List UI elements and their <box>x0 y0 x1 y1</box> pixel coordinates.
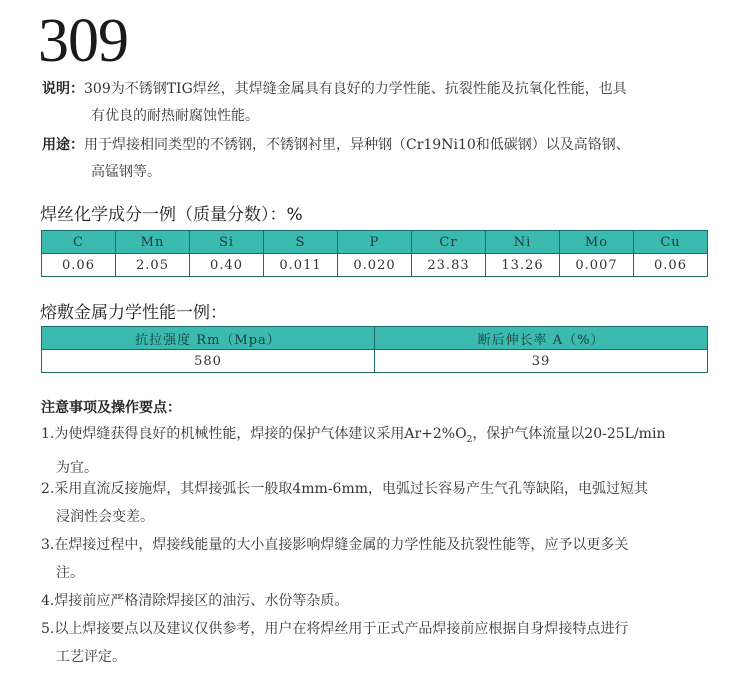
chem-value-cell: 0.011 <box>264 254 338 277</box>
usage-block <box>42 132 732 186</box>
note-item <box>41 531 731 587</box>
mech-value-cell: 39 <box>375 350 708 373</box>
description-line-1: 309为不锈钢TIG焊丝，其焊缝金属具有良好的力学性能、抗裂性能及抗氧化性能，也具 <box>84 81 627 97</box>
chem-header-row <box>42 231 708 254</box>
mech-header-row <box>42 327 708 350</box>
chem-value-cell: 13.26 <box>486 254 560 277</box>
note-item <box>41 615 731 671</box>
notes-title: 注意事项及操作要点： <box>41 400 181 416</box>
mech-value-cell: 580 <box>42 350 375 373</box>
chem-value-row <box>42 254 708 277</box>
chem-header-cell: P <box>338 231 412 254</box>
note-line: 5.以上焊接要点以及建议仅供参考，用户在将焊丝用于正式产品焊接前应根据自身焊接特点进行 <box>41 621 629 637</box>
chem-header-cell: S <box>264 231 338 254</box>
chem-header-cell: Si <box>190 231 264 254</box>
mech-section-title: 熔敷金属力学性能一例： <box>40 303 227 323</box>
note-line: 3.在焊接过程中，焊接线能量的大小直接影响焊缝金属的力学性能及抗裂性能等，应予以更多关 <box>41 537 629 553</box>
note-subscript: 2 <box>466 434 473 445</box>
mech-properties-table <box>41 326 708 373</box>
chem-value-cell: 0.007 <box>560 254 634 277</box>
chem-section-title: 焊丝化学成分一例（质量分数）：% <box>40 205 303 225</box>
chem-header-cell: Mo <box>560 231 634 254</box>
note-continuation: 工艺评定。 <box>56 649 126 665</box>
note-line: 4.焊接前应严格清除焊接区的油污、水份等杂质。 <box>41 593 349 609</box>
usage-line-1: 用于焊接相同类型的不锈钢，不锈钢衬里，异种钢（Cr19Ni10和低碳钢）以及高铬钢、 <box>84 137 630 153</box>
note-line: ，保护气体流量以20-25L/min <box>472 426 666 442</box>
note-item <box>41 420 731 482</box>
chem-value-cell: 0.06 <box>42 254 116 277</box>
chem-header-cell: Cr <box>412 231 486 254</box>
description-block <box>42 76 732 130</box>
usage-line-2: 高锰钢等。 <box>91 164 161 180</box>
note-line: 1.为使焊缝获得良好的机械性能，焊接的保护气体建议采用Ar+2%O <box>41 426 467 442</box>
chem-value-cell: 2.05 <box>116 254 190 277</box>
mech-header-cell: 断后伸长率 A（%） <box>375 327 708 350</box>
note-continuation: 为宜。 <box>56 459 98 476</box>
note-line: 2.采用直流反接施焊，其焊接弧长一般取4mm-6mm，电弧过长容易产生气孔等缺陷，电弧过短其 <box>41 481 649 497</box>
mech-header-cell: 抗拉强度 Rm（Mpa） <box>42 327 375 350</box>
description-label: 说明： <box>42 81 84 97</box>
chem-value-cell: 0.40 <box>190 254 264 277</box>
chem-value-cell: 23.83 <box>412 254 486 277</box>
note-item <box>41 475 731 531</box>
usage-label: 用途： <box>42 137 84 153</box>
product-title: 309 <box>38 7 128 75</box>
chem-value-cell: 0.06 <box>634 254 708 277</box>
note-continuation: 浸润性会变差。 <box>56 509 154 525</box>
chem-header-cell: C <box>42 231 116 254</box>
description-line-2: 有优良的耐热耐腐蚀性能。 <box>91 108 259 124</box>
chem-composition-table <box>41 230 708 277</box>
chem-header-cell: Ni <box>486 231 560 254</box>
note-item <box>41 587 731 615</box>
chem-value-cell: 0.020 <box>338 254 412 277</box>
chem-header-cell: Cu <box>634 231 708 254</box>
note-continuation: 注。 <box>56 565 84 581</box>
chem-header-cell: Mn <box>116 231 190 254</box>
mech-value-row <box>42 350 708 373</box>
